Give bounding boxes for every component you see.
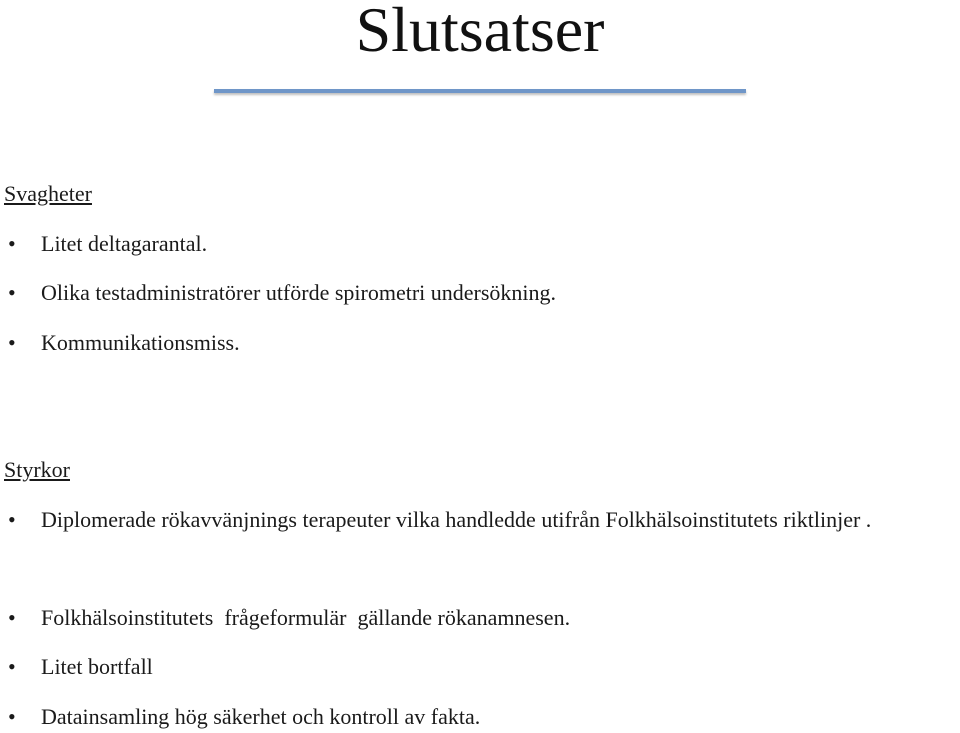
weaknesses-heading: Svagheter <box>4 181 92 206</box>
weakness-item-3: Kommunikationsmiss. <box>41 330 240 355</box>
bullet-icon: • <box>8 280 16 305</box>
strength-item-4: Datainsamling hög säkerhet och kontroll av fakta. <box>41 704 481 729</box>
strengths-heading: Styrkor <box>4 457 70 482</box>
bullet-icon: • <box>8 330 16 355</box>
bullet-icon: • <box>8 704 16 729</box>
strength-item-3: Litet bortfall <box>41 654 153 679</box>
bullet-icon: • <box>8 507 16 532</box>
weakness-item-2: Olika testadministratörer utförde spirometri undersökning. <box>41 280 557 305</box>
bullet-icon: • <box>8 231 16 256</box>
strength-item-2: Folkhälsoinstitutets frågeformulär gällande rökanamnesen. <box>41 605 571 630</box>
weakness-item-1: Litet deltagarantal. <box>41 231 208 256</box>
strength-item-1: Diplomerade rökavvänjnings terapeuter vilka handledde utifrån Folkhälsoinstitutets riktlinjer . <box>41 507 872 532</box>
title-underline <box>214 89 746 93</box>
bullet-icon: • <box>8 605 16 630</box>
bullet-icon: • <box>8 654 16 679</box>
slide-title: Slutsatser <box>355 0 605 65</box>
